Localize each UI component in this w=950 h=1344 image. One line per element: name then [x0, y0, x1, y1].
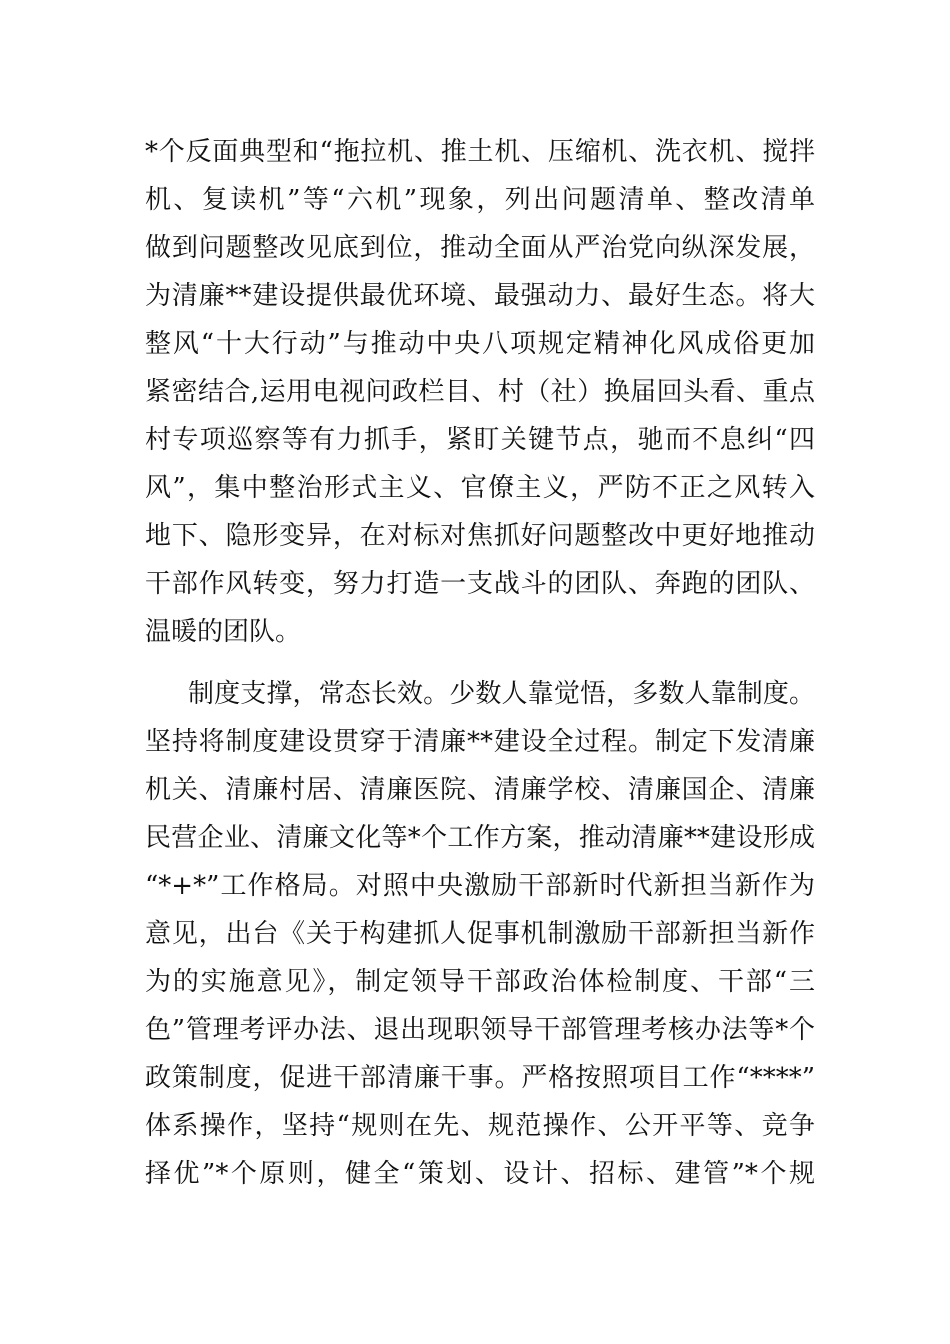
- text-line: 机、复读机”等“六机”现象，列出问题清单、整改清单: [145, 185, 815, 215]
- text-line: 干部作风转变，努力打造一支战斗的团队、奔跑的团队、: [145, 569, 815, 599]
- text-line: 体系操作，坚持“规则在先、规范操作、公开平等、竞争: [145, 1111, 815, 1141]
- text-line: 择优”*个原则，健全“策划、设计、招标、建管”*个规: [145, 1159, 815, 1189]
- text-line: 民营企业、清廉文化等*个工作方案，推动清廉**建设形成: [145, 823, 815, 853]
- text-line: 政策制度，促进干部清廉干事。严格按照项目工作“****”: [145, 1063, 815, 1093]
- text-line: 为清廉**建设提供最优环境、最强动力、最好生态。将大: [145, 281, 815, 311]
- text-line: 做到问题整改见底到位，推动全面从严治党向纵深发展，: [145, 233, 815, 263]
- text-line: 温暖的团队。: [145, 617, 302, 647]
- text-line: 意见，出台《关于构建抓人促事机制激励干部新担当新作: [145, 919, 815, 949]
- text-line: 风”，集中整治形式主义、官僚主义，严防不正之风转入: [145, 473, 815, 503]
- text-line: 紧密结合,运用电视问政栏目、村（社）换届回头看、重点: [145, 377, 815, 407]
- text-line: 村专项巡察等有力抓手，紧盯关键节点，驰而不息纠“四: [145, 425, 815, 455]
- text-line: 整风“十大行动”与推动中央八项规定精神化风成俗更加: [145, 329, 815, 359]
- text-line: 机关、清廉村居、清廉医院、清廉学校、清廉国企、清廉: [145, 775, 815, 805]
- text-line: *个反面典型和“拖拉机、推土机、压缩机、洗衣机、搅拌: [145, 137, 815, 167]
- text-line: 坚持将制度建设贯穿于清廉**建设全过程。制定下发清廉: [145, 727, 815, 757]
- text-line: 地下、隐形变异，在对标对焦抓好问题整改中更好地推动: [145, 521, 815, 551]
- text-line: “*+*”工作格局。对照中央激励干部新时代新担当新作为: [145, 871, 815, 901]
- text-line: 色”管理考评办法、退出现职领导干部管理考核办法等*个: [145, 1015, 815, 1045]
- text-line: 制度支撑，常态长效。少数人靠觉悟，多数人靠制度。: [188, 679, 815, 709]
- text-line: 为的实施意见》，制定领导干部政治体检制度、干部“三: [145, 967, 815, 997]
